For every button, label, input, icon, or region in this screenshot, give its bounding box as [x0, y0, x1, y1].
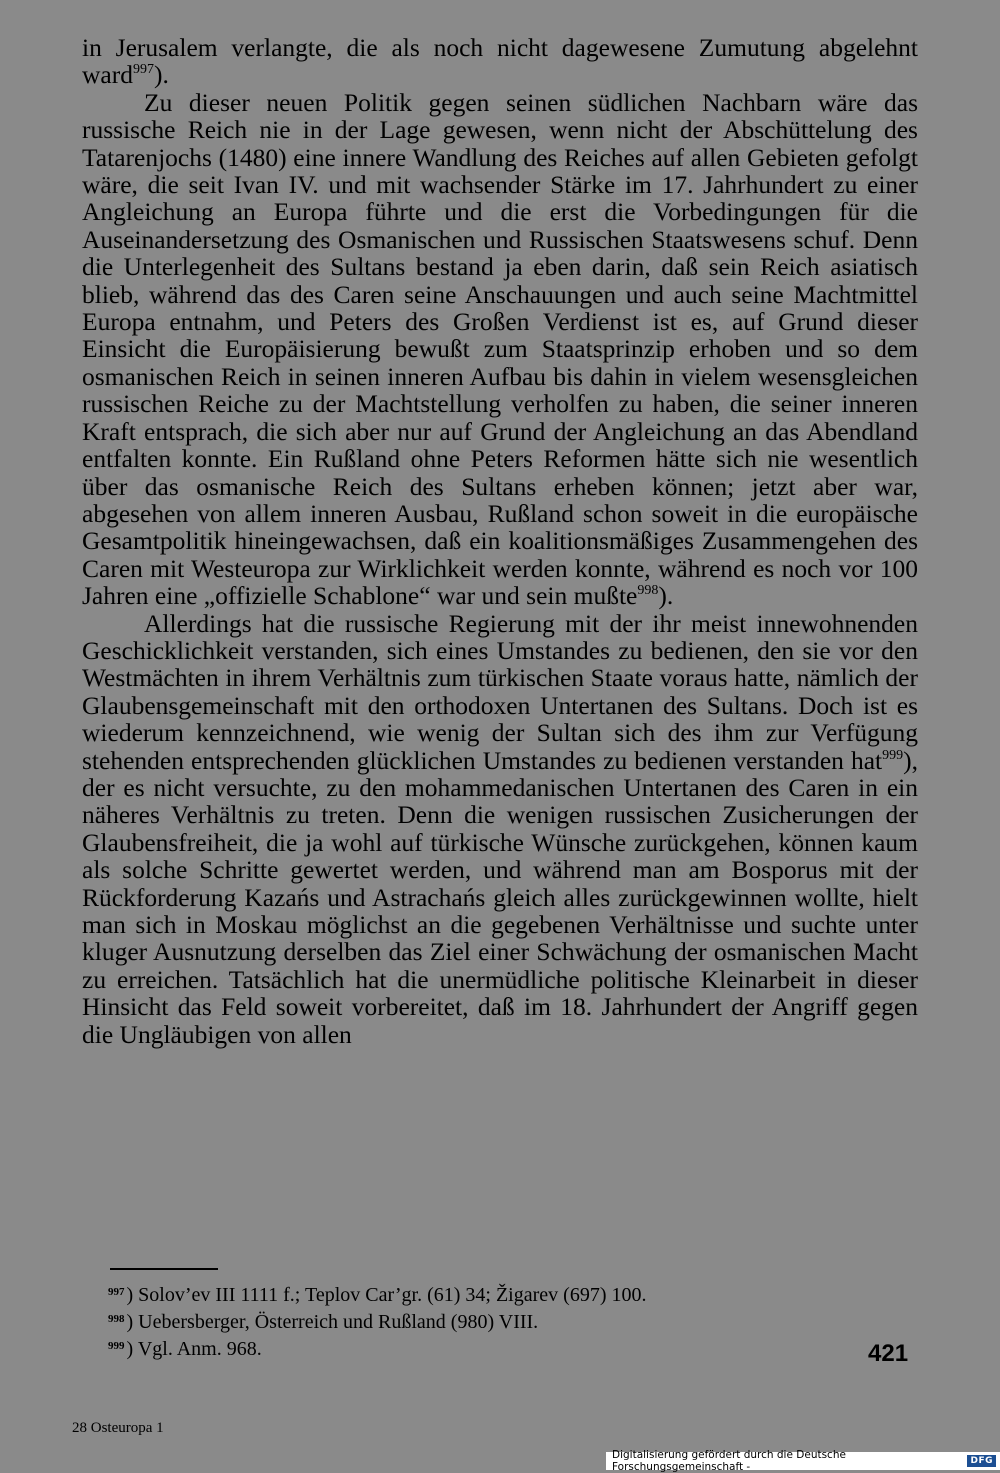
paragraph-text: Allerdings hat die russische Regierung mit der ihr meist innewohnenden Geschicklichkeit verstanden, sich eines Umstandes zu bedienen, den sie vor den Westmächten in ihrem Verhältnis zum türkischen Staate voraus hatte, nämlich der Glaubensgemeinschaft mit den orthodoxen Untertanen des Sultans. Doch ist es wiederum kennzeichnend, wie wenig der Sultan sich des ihm zur Verfügung stehenden entsprechenden glücklichen Umstandes zu bedienen verstanden hat — [82, 608, 918, 775]
footnote-ref[interactable]: 999 — [882, 747, 904, 763]
paragraph-text: ), der es nicht versuchte, zu den mohammedanischen Untertanen des Caren in ein näheres Verhältnis zu treten. Denn die wenigen russischen Zusicherungen der Glaubensfreiheit, die ja wohl auf türkische Wünsche zurückgehen, können kaum als solche Schritte gewertet werden, und während man am Bosporus mit der Rückforderung Kazańs und Astrachańs gleich alles zurückgewinnen wollte, hielt man sich in Moskau möglichst an die gegebenen Verhältnisse und suchte unter kluger Ausnutzung derselben das Ziel einer Schwächung der osmanischen Macht zu erreichen. Tatsächlich hat die unermüdliche politische Kleinarbeit in dieser Hinsicht das Feld soweit vorbereitet, daß im 18. Jahrhundert der Angriff gegen die Ungläubigen von allen — [82, 745, 918, 1049]
footnote-ref[interactable]: 997 — [132, 62, 154, 78]
main-text — [82, 34, 918, 1048]
footnote-text: Vgl. Anm. 968. — [137, 1338, 262, 1360]
footnote-divider — [110, 1268, 218, 1270]
paragraph-text: Zu dieser neuen Politik gegen seinen südlichen Nachbarn wäre das russische Reich nie in der Lage gewesen, wenn nicht der Abschüttelung des Tatarenjochs (1480) eine innere Wandlung des Reiches auf allen Gebieten gefolgt wäre, die seit Ivan IV. und mit wachsender Stärke im 17. Jahrhundert zu einer Angleichung an Europa führte und die erst die Vorbedingungen für die Auseinandersetzung des Osmanischen und Russischen Staatswesens schuf. Denn die Unterlegenheit des Sultans bestand ja eben darin, daß sein Reich asiatisch blieb, während das des Caren seine Anschauungen und auch seine Machtmittel Europa entnahm, und Peters des Großen Verdienst ist es, auf Grund dieser Einsicht die Europäisierung bewußt zum Staatsprinzip erhoben und so dem osmanischen Reich in seinen inneren Aufbau bis dahin in vielem wesensgleichen russischen Reiche zu der Machtstellung verholfen zu haben, die seiner inneren Kraft entsprach, die sich aber nur auf Grund der Angleichung an das Abendland entfalten konnte. Ein Rußland ohne Peters Reformen hätte sich nie wesentlich über das osmanische Reich des Sultans erheben können; jetzt aber war, abgesehen von allem inneren Ausbau, Rußland schon soweit in die europäische Gesamtpolitik hineingewachsen, daß ein koalitionsmäßiges Zusammengehen des Caren mit Westeuropa zur Wirklichkeit werden konnte, während es noch vor 100 Jahren eine „offizielle Schablone“ war und sein mußte — [82, 87, 918, 611]
footnote-ref[interactable]: 998 — [637, 583, 659, 599]
paragraph-text: in Jerusalem verlangte, die als noch nicht dagewesene Zumutung abgelehnt ward — [82, 33, 918, 90]
footnote-mark: 998 — [108, 1313, 125, 1325]
printer-signature: 28 Osteuropa 1 — [72, 1420, 164, 1436]
paragraph — [82, 89, 918, 610]
footnote: $^{998}$ ) Uebersberger, Österreich und Rußland (980) VIII. — [108, 1311, 539, 1333]
dfg-logo-icon[interactable]: DFG — [967, 1455, 996, 1467]
paragraph-text: ). — [153, 60, 169, 90]
paragraph — [82, 34, 918, 89]
footnote: $^{997}$ ) Solov’ev III 1111 f.; Teplov Car’gr. (61) 34; Žigarev (697) 100. — [108, 1284, 647, 1306]
page-number: 421 — [868, 1340, 909, 1367]
paragraph-text: ). — [658, 581, 674, 611]
paragraph — [82, 610, 918, 1049]
footnotes — [108, 1280, 888, 1361]
dfg-notice-text: Digitalisierung gefördert durch die Deutsche Forschungsgemeinschaft - — [612, 1449, 846, 1473]
footnote-mark: 999 — [108, 1340, 125, 1352]
footnote: $^{999}$ ) Vgl. Anm. 968. — [108, 1338, 262, 1360]
dfg-notice-bar — [606, 1449, 1000, 1473]
footnote-text: Solov’ev III 1111 f.; Teplov Car’gr. (61) 34; Žigarev (697) 100. — [138, 1284, 647, 1306]
footnote-text: Uebersberger, Österreich und Rußland (980) VIII. — [138, 1311, 539, 1333]
footnote-mark: 997 — [108, 1286, 125, 1298]
